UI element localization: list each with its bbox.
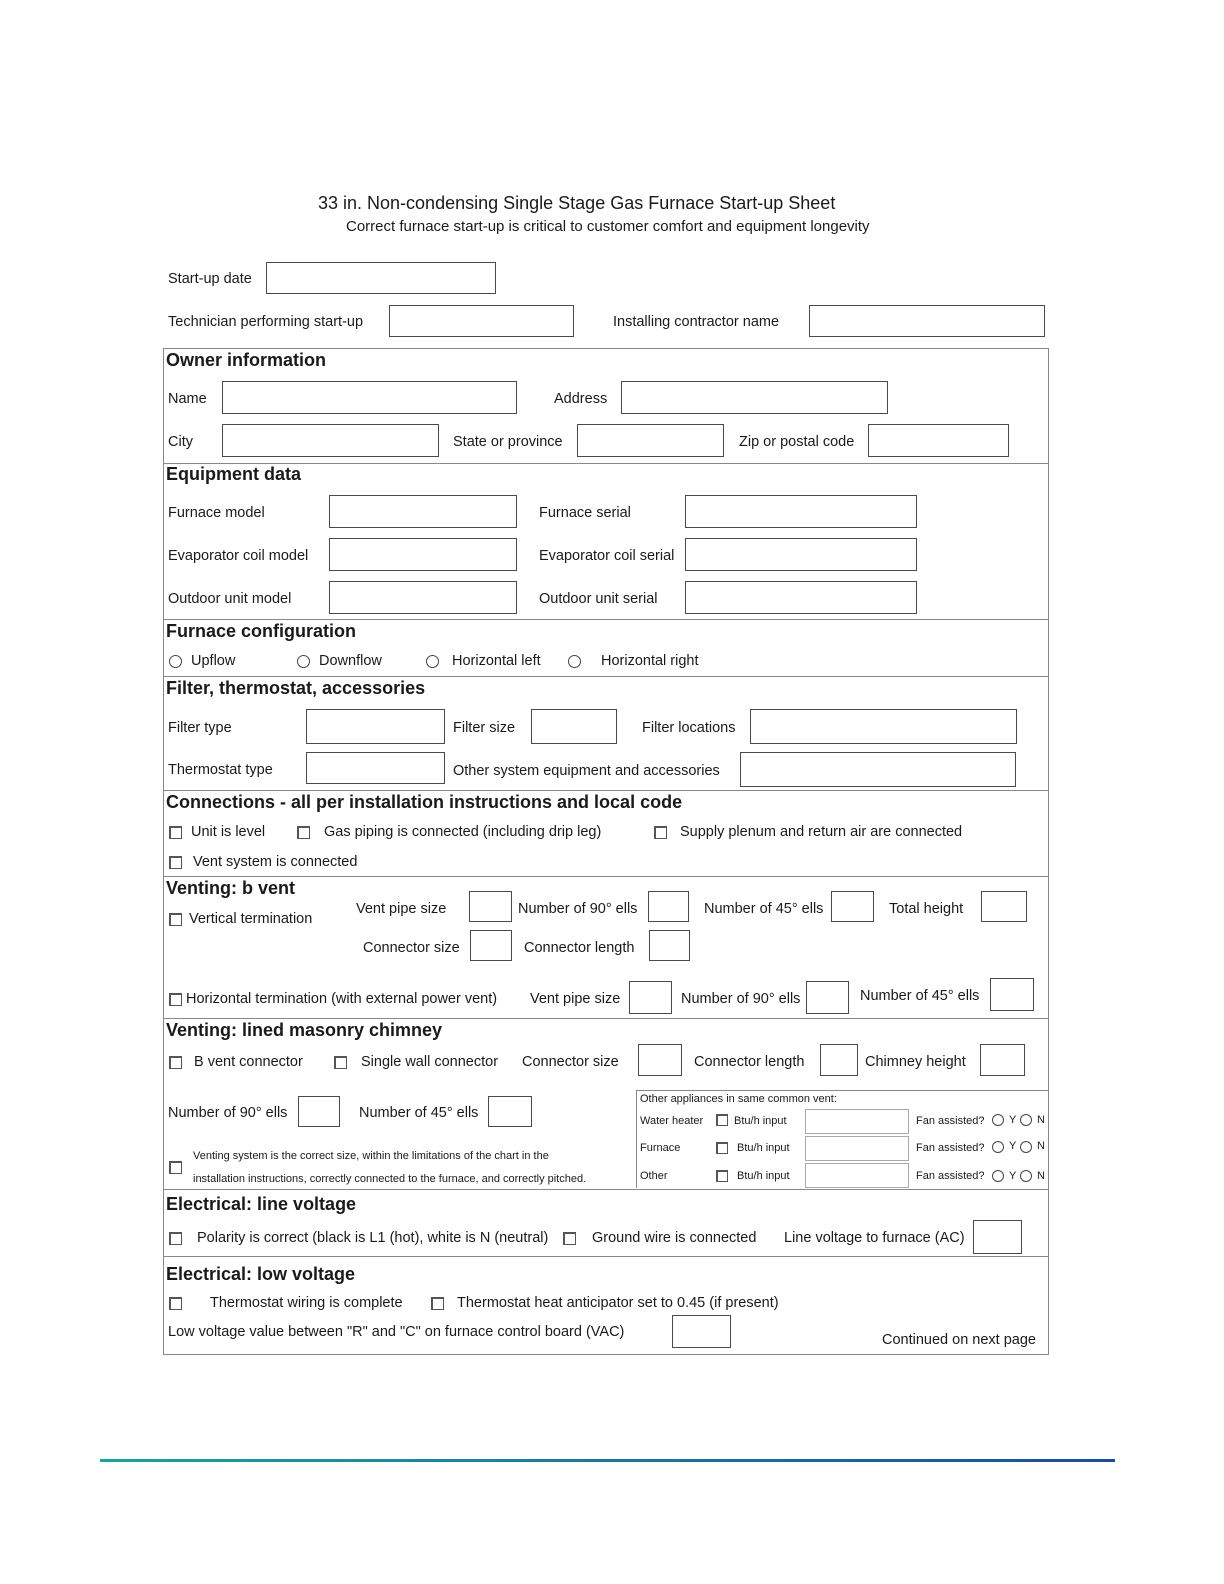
owner-name-label: Name: [168, 391, 207, 407]
h-vent-pipe-size-field[interactable]: [629, 981, 672, 1014]
page-subtitle: Correct furnace start-up is critical to customer comfort and equipment longevity: [346, 218, 870, 235]
venting-ok-text-2: installation instructions, correctly connected to the furnace, and correctly pitched.: [193, 1173, 587, 1185]
venting-ok-checkbox[interactable]: [169, 1161, 182, 1174]
bvent-heading: Venting: b vent: [166, 878, 296, 898]
owner-address-label: Address: [554, 391, 608, 407]
h-ells90-label: Number of 90° ells: [681, 991, 801, 1007]
thermostat-wiring-checkbox[interactable]: [169, 1297, 182, 1310]
owner-city-field[interactable]: [222, 424, 439, 457]
other-fan-no-radio[interactable]: [1020, 1170, 1032, 1182]
furnace-fan-label: Fan assisted?: [916, 1142, 985, 1154]
bvent-connector-checkbox[interactable]: [169, 1056, 182, 1069]
filter-type-label: Filter type: [168, 720, 232, 736]
m-connector-length-field[interactable]: [820, 1044, 858, 1076]
filter-size-field[interactable]: [531, 709, 617, 744]
furnace-fan-yes-label: Y: [1009, 1140, 1017, 1152]
filter-size-label: Filter size: [453, 720, 516, 736]
furnace-fan-yes-radio[interactable]: [992, 1141, 1004, 1153]
total-height-label: Total height: [889, 901, 964, 917]
polarity-label: Polarity is correct (black is L1 (hot), white is N (neutral): [197, 1230, 549, 1246]
m-ells45-label: Number of 45° ells: [359, 1105, 479, 1121]
horizontal-right-radio[interactable]: [568, 655, 581, 668]
upflow-label: Upflow: [191, 653, 236, 669]
vent-system-label: Vent system is connected: [193, 854, 358, 870]
other-equipment-label: Other system equipment and accessories: [453, 763, 720, 779]
vertical-termination-checkbox[interactable]: [169, 913, 182, 926]
ells45-label: Number of 45° ells: [704, 901, 824, 917]
downflow-label: Downflow: [319, 653, 382, 669]
coil-model-label: Evaporator coil model: [168, 548, 309, 564]
connector-length-field[interactable]: [649, 930, 690, 961]
filter-locations-field[interactable]: [750, 709, 1017, 744]
furnace-btuh-label: Btu/h input: [737, 1142, 790, 1154]
owner-zip-label: Zip or postal code: [739, 434, 855, 450]
outdoor-model-label: Outdoor unit model: [168, 591, 292, 607]
furnace-btuh-field[interactable]: [805, 1136, 909, 1161]
startup-date-label: Start-up date: [168, 271, 252, 287]
technician-field[interactable]: [389, 305, 574, 337]
owner-zip-field[interactable]: [868, 424, 1009, 457]
divider: [163, 1256, 1049, 1257]
coil-model-field[interactable]: [329, 538, 517, 571]
upflow-radio[interactable]: [169, 655, 182, 668]
divider: [163, 876, 1049, 877]
page-title: 33 in. Non-condensing Single Stage Gas Furnace Start-up Sheet: [318, 193, 836, 213]
line-voltage-field[interactable]: [973, 1220, 1022, 1254]
masonry-heading: Venting: lined masonry chimney: [166, 1020, 443, 1040]
coil-serial-field[interactable]: [685, 538, 917, 571]
connector-size-field[interactable]: [470, 930, 512, 961]
single-wall-checkbox[interactable]: [334, 1056, 347, 1069]
supply-plenum-label: Supply plenum and return air are connected: [680, 824, 963, 840]
line-voltage-heading: Electrical: line voltage: [166, 1194, 357, 1214]
gas-piping-label: Gas piping is connected (including drip leg): [324, 824, 602, 840]
connector-size-label: Connector size: [363, 940, 460, 956]
chimney-height-field[interactable]: [980, 1044, 1025, 1076]
vent-pipe-size-field[interactable]: [469, 891, 512, 922]
line-voltage-label: Line voltage to furnace (AC): [784, 1230, 965, 1246]
ells90-label: Number of 90° ells: [518, 901, 638, 917]
h-ells90-field[interactable]: [806, 981, 849, 1014]
other-appliances-label: Other appliances in same common vent:: [640, 1093, 837, 1105]
water-heater-fan-no-radio[interactable]: [1020, 1114, 1032, 1126]
other-fan-no-label: N: [1037, 1170, 1045, 1182]
vent-pipe-size-label: Vent pipe size: [356, 901, 447, 917]
thermostat-type-field[interactable]: [306, 752, 445, 784]
water-heater-fan-label: Fan assisted?: [916, 1115, 985, 1127]
thermostat-wiring-label: Thermostat wiring is complete: [210, 1295, 403, 1311]
connections-heading: Connections - all per installation instructions and local code: [166, 792, 683, 812]
m-ells45-field[interactable]: [488, 1096, 532, 1127]
water-heater-checkbox[interactable]: [716, 1114, 728, 1126]
owner-state-label: State or province: [453, 434, 563, 450]
owner-state-field[interactable]: [577, 424, 724, 457]
filter-type-field[interactable]: [306, 709, 445, 744]
owner-address-field[interactable]: [621, 381, 888, 414]
continued-note: Continued on next page: [882, 1332, 1036, 1348]
technician-label: Technician performing start-up: [168, 314, 364, 330]
gas-piping-checkbox[interactable]: [297, 826, 310, 839]
connector-length-label: Connector length: [524, 940, 635, 956]
water-heater-btuh-field[interactable]: [805, 1109, 909, 1134]
horizontal-right-label: Horizontal right: [601, 653, 699, 669]
single-wall-label: Single wall connector: [361, 1054, 499, 1070]
bvent-connector-label: B vent connector: [194, 1054, 303, 1070]
chimney-height-label: Chimney height: [865, 1054, 966, 1070]
config-heading: Furnace configuration: [166, 621, 357, 641]
furnace-serial-label: Furnace serial: [539, 505, 631, 521]
equipment-heading: Equipment data: [166, 464, 302, 484]
furnace-fan-no-radio[interactable]: [1020, 1141, 1032, 1153]
anticipator-label: Thermostat heat anticipator set to 0.45 (if present): [457, 1295, 779, 1311]
furnace-model-label: Furnace model: [168, 505, 265, 521]
vertical-termination-label: Vertical termination: [189, 911, 313, 927]
outdoor-model-field[interactable]: [329, 581, 517, 614]
other-appliance-label: Other: [640, 1170, 668, 1182]
ells90-field[interactable]: [648, 891, 689, 922]
low-voltage-value-field[interactable]: [672, 1315, 731, 1348]
owner-heading: Owner information: [166, 350, 327, 370]
ground-label: Ground wire is connected: [592, 1230, 757, 1246]
contractor-label: Installing contractor name: [613, 314, 780, 330]
low-voltage-value-label: Low voltage value between "R" and "C" on furnace control board (VAC): [168, 1324, 625, 1340]
downflow-radio[interactable]: [297, 655, 310, 668]
supply-plenum-checkbox[interactable]: [654, 826, 667, 839]
m-connector-size-field[interactable]: [638, 1044, 682, 1076]
anticipator-checkbox[interactable]: [431, 1297, 444, 1310]
filter-heading: Filter, thermostat, accessories: [166, 678, 426, 698]
other-fan-yes-radio[interactable]: [992, 1170, 1004, 1182]
m-connector-length-label: Connector length: [694, 1054, 805, 1070]
furnace-model-field[interactable]: [329, 495, 517, 528]
h-ells45-label: Number of 45° ells: [860, 988, 980, 1004]
horizontal-left-radio[interactable]: [426, 655, 439, 668]
ells45-field[interactable]: [831, 891, 874, 922]
venting-ok-text-1: Venting system is the correct size, within the limitations of the chart in the: [193, 1150, 549, 1162]
m-ells90-field[interactable]: [298, 1096, 340, 1127]
filter-locations-label: Filter locations: [642, 720, 736, 736]
other-equipment-field[interactable]: [740, 752, 1016, 787]
divider: [163, 1189, 1049, 1190]
other-appliance-checkbox[interactable]: [716, 1170, 728, 1182]
owner-name-field[interactable]: [222, 381, 517, 414]
ground-checkbox[interactable]: [563, 1232, 576, 1245]
water-heater-btuh-label: Btu/h input: [734, 1115, 787, 1127]
coil-serial-label: Evaporator coil serial: [539, 548, 675, 564]
thermostat-type-label: Thermostat type: [168, 762, 273, 778]
outdoor-serial-field[interactable]: [685, 581, 917, 614]
other-fan-label: Fan assisted?: [916, 1170, 985, 1182]
low-voltage-heading: Electrical: low voltage: [166, 1264, 356, 1284]
horizontal-termination-checkbox[interactable]: [169, 993, 182, 1006]
m-ells90-label: Number of 90° ells: [168, 1105, 288, 1121]
unit-level-checkbox[interactable]: [169, 826, 182, 839]
m-connector-size-label: Connector size: [522, 1054, 619, 1070]
vent-system-checkbox[interactable]: [169, 856, 182, 869]
footer-rule: [100, 1459, 1115, 1462]
furnace-fan-no-label: N: [1037, 1140, 1045, 1152]
other-btuh-label: Btu/h input: [737, 1170, 790, 1182]
water-heater-fan-yes-label: Y: [1009, 1114, 1017, 1126]
furnace-appliance-label: Furnace: [640, 1142, 681, 1154]
furnace-appliance-checkbox[interactable]: [716, 1142, 728, 1154]
h-ells45-field[interactable]: [990, 978, 1034, 1011]
horizontal-termination-label: Horizontal termination (with external power vent): [186, 991, 498, 1007]
total-height-field[interactable]: [981, 891, 1027, 922]
startup-date-field[interactable]: [266, 262, 496, 294]
other-fan-yes-label: Y: [1009, 1170, 1017, 1182]
water-heater-fan-yes-radio[interactable]: [992, 1114, 1004, 1126]
water-heater-fan-no-label: N: [1037, 1114, 1045, 1126]
owner-city-label: City: [168, 434, 193, 450]
unit-level-label: Unit is level: [191, 824, 266, 840]
furnace-serial-field[interactable]: [685, 495, 917, 528]
other-btuh-field[interactable]: [805, 1163, 909, 1188]
contractor-field[interactable]: [809, 305, 1045, 337]
polarity-checkbox[interactable]: [169, 1232, 182, 1245]
horizontal-left-label: Horizontal left: [452, 653, 541, 669]
h-vent-pipe-size-label: Vent pipe size: [530, 991, 621, 1007]
outdoor-serial-label: Outdoor unit serial: [539, 591, 658, 607]
water-heater-label: Water heater: [640, 1115, 704, 1127]
